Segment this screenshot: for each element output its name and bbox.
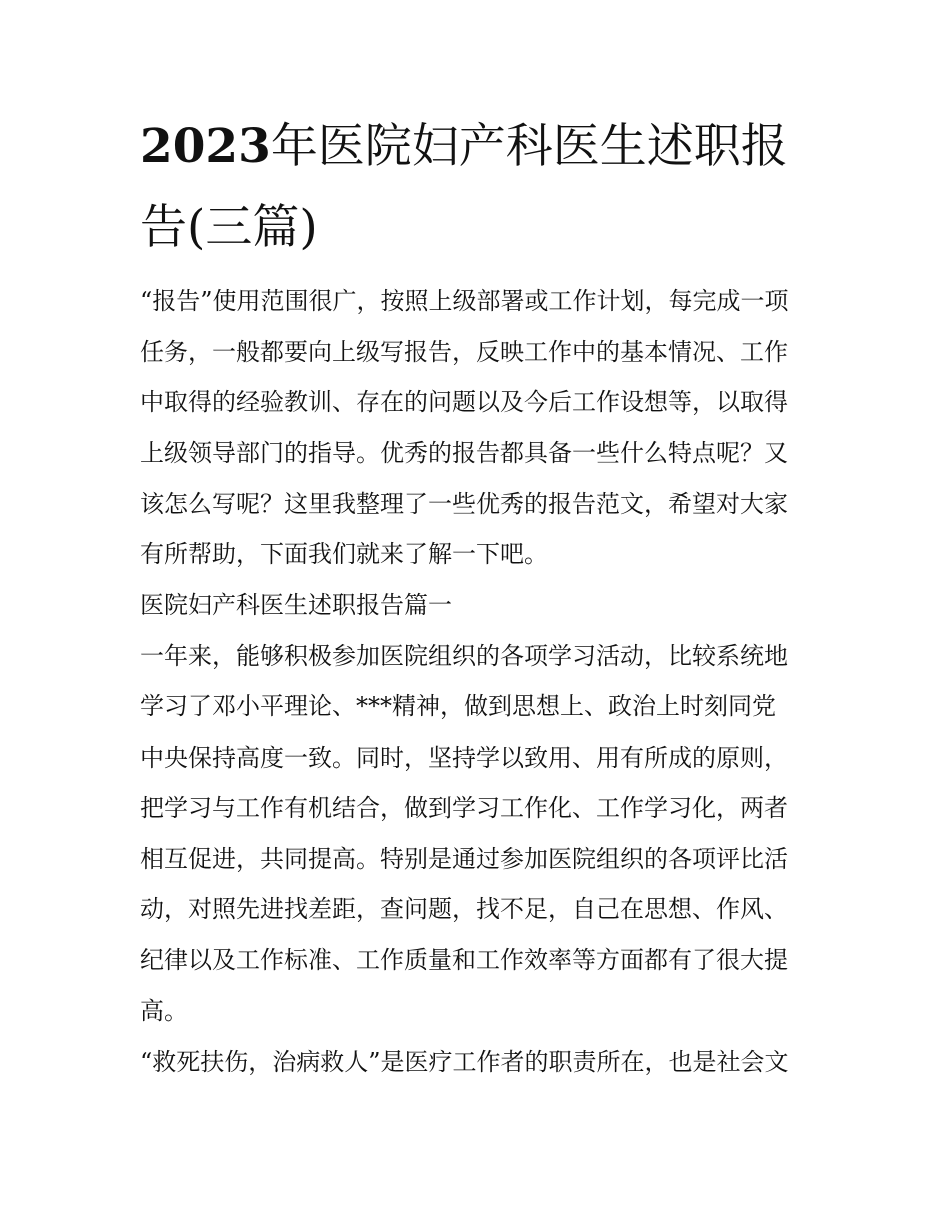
paragraph-line: 中央保持高度一致。同时，坚持学以致用、用有所成的原则，	[140, 744, 788, 772]
title-line-1-text: 年医院妇产科医生述职报	[270, 119, 788, 174]
paragraph-line: 学习了邓小平理论、***精神，做到思想上、政治上时刻同党	[140, 692, 776, 720]
paragraph-line: 该怎么写呢？这里我整理了一些优秀的报告范文，希望对大家	[140, 490, 788, 518]
paragraph-line: “报告”使用范围很广，按照上级部署或工作计划，每完成一项	[140, 287, 789, 315]
paragraph-line: 把学习与工作有机结合，做到学习工作化、工作学习化，两者	[140, 794, 788, 822]
paragraph-line: 中取得的经验教训、存在的问题以及今后工作设想等，以取得	[140, 388, 788, 416]
paragraph-line: 高。	[140, 997, 188, 1025]
document-title-line-2: 告(三篇)	[140, 200, 318, 255]
paragraph-line: 纪律以及工作标准、工作质量和工作效率等方面都有了很大提	[140, 946, 788, 974]
paragraph-line: 动，对照先进找差距，查问题，找不足，自己在思想、作风、	[140, 895, 788, 923]
paragraph-line: 相互促进，共同提高。特别是通过参加医院组织的各项评比活	[140, 845, 788, 873]
paragraph-line: “救死扶伤，治病救人”是医疗工作者的职责所在，也是社会文	[140, 1048, 789, 1076]
section-heading: 医院妇产科医生述职报告篇一	[140, 591, 452, 619]
paragraph-line: 一年来，能够积极参加医院组织的各项学习活动，比较系统地	[140, 642, 788, 670]
document-title-line-1	[140, 117, 788, 177]
title-year: 2023	[140, 119, 271, 174]
paragraph-line: 上级领导部门的指导。优秀的报告都具备一些什么特点呢？又	[140, 439, 788, 467]
paragraph-line: 任务，一般都要向上级写报告，反映工作中的基本情况、工作	[140, 338, 788, 366]
paragraph-line: 有所帮助，下面我们就来了解一下吧。	[140, 540, 548, 568]
